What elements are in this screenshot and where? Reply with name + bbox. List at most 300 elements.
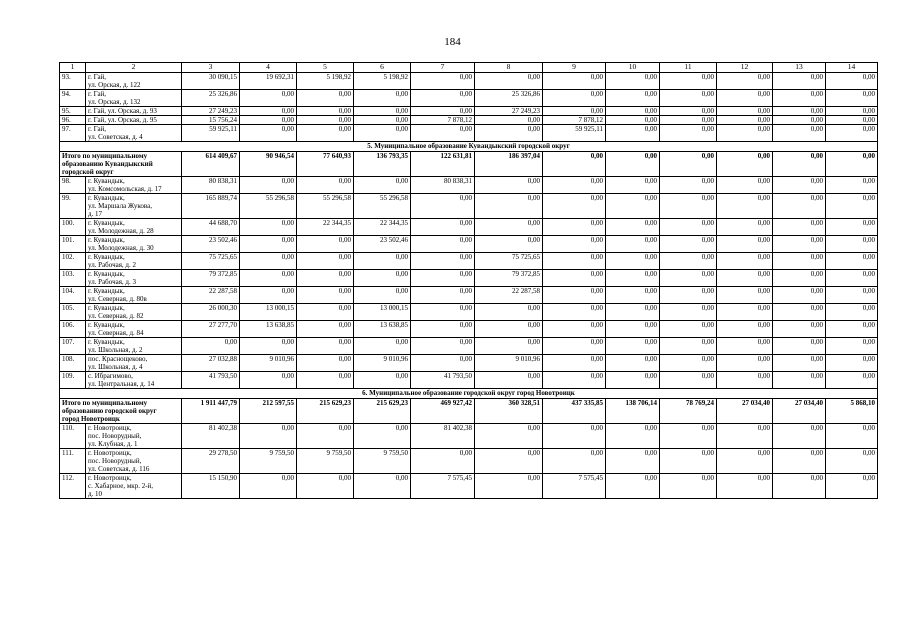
row-number: 110. — [60, 424, 86, 449]
row-number: 105. — [60, 304, 86, 321]
value-cell: 81 402,38 — [411, 424, 475, 449]
value-cell: 0,00 — [240, 253, 297, 270]
column-header: 11 — [660, 63, 717, 73]
value-cell: 0,00 — [475, 372, 543, 389]
value-cell: 0,00 — [543, 449, 606, 474]
value-cell: 75 725,65 — [182, 253, 240, 270]
value-cell: 27 034,40 — [773, 399, 826, 424]
value-cell: 0,00 — [297, 321, 354, 338]
value-cell: 0,00 — [240, 177, 297, 194]
value-cell: 0,00 — [297, 125, 354, 142]
table-row — [60, 321, 878, 338]
address-cell: г. Кувандык, ул. Школьная, д. 2 — [86, 338, 182, 355]
value-cell: 0,00 — [773, 125, 826, 142]
value-cell: 5 868,10 — [826, 399, 878, 424]
address-cell: г. Новотроицк, пос. Новорудный, ул. Клубная, д. 1 — [86, 424, 182, 449]
value-cell: 0,00 — [240, 90, 297, 107]
row-number: 98. — [60, 177, 86, 194]
column-header: 13 — [773, 63, 826, 73]
value-cell: 0,00 — [773, 116, 826, 125]
table-row — [60, 73, 878, 90]
address-cell: г. Кувандык, ул. Северная, д. 80в — [86, 287, 182, 304]
value-cell: 27 249,23 — [182, 107, 240, 116]
value-cell: 27 032,88 — [182, 355, 240, 372]
row-number: 101. — [60, 236, 86, 253]
value-cell: 55 296,58 — [240, 194, 297, 219]
column-header: 8 — [475, 63, 543, 73]
value-cell: 0,00 — [297, 304, 354, 321]
value-cell: 0,00 — [826, 107, 878, 116]
value-cell: 0,00 — [773, 236, 826, 253]
value-cell: 0,00 — [773, 270, 826, 287]
value-cell: 0,00 — [660, 236, 717, 253]
value-cell: 81 402,38 — [182, 424, 240, 449]
value-cell: 215 629,23 — [297, 399, 354, 424]
value-cell: 15 150,90 — [182, 474, 240, 499]
value-cell: 0,00 — [297, 253, 354, 270]
column-header: 7 — [411, 63, 475, 73]
value-cell: 0,00 — [826, 73, 878, 90]
value-cell: 0,00 — [543, 107, 606, 116]
value-cell: 0,00 — [717, 270, 773, 287]
value-cell: 0,00 — [240, 372, 297, 389]
page-number: 184 — [444, 36, 461, 48]
value-cell: 0,00 — [411, 304, 475, 321]
table-row — [60, 116, 878, 125]
value-cell: 0,00 — [411, 236, 475, 253]
value-cell: 0,00 — [543, 177, 606, 194]
value-cell: 90 946,54 — [240, 152, 297, 177]
value-cell: 0,00 — [543, 90, 606, 107]
value-cell: 0,00 — [240, 474, 297, 499]
value-cell: 0,00 — [475, 321, 543, 338]
value-cell: 5 198,92 — [297, 73, 354, 90]
value-cell: 0,00 — [182, 338, 240, 355]
value-cell: 0,00 — [606, 321, 660, 338]
value-cell: 9 010,96 — [475, 355, 543, 372]
value-cell: 0,00 — [717, 338, 773, 355]
value-cell: 0,00 — [773, 219, 826, 236]
value-cell: 0,00 — [773, 194, 826, 219]
value-cell: 0,00 — [826, 253, 878, 270]
value-cell: 0,00 — [660, 474, 717, 499]
value-cell: 0,00 — [606, 177, 660, 194]
value-cell: 0,00 — [660, 73, 717, 90]
value-cell: 0,00 — [411, 90, 475, 107]
value-cell: 0,00 — [606, 236, 660, 253]
value-cell: 0,00 — [826, 219, 878, 236]
address-cell: г. Гай, ул. Советская, д. 4 — [86, 125, 182, 142]
value-cell: 0,00 — [826, 372, 878, 389]
value-cell: 0,00 — [606, 449, 660, 474]
value-cell: 9 759,50 — [354, 449, 411, 474]
value-cell: 0,00 — [826, 449, 878, 474]
section-title: 5. Муниципальное образование Кувандыкский городской округ — [60, 142, 878, 152]
value-cell: 0,00 — [240, 424, 297, 449]
column-header: 9 — [543, 63, 606, 73]
value-cell: 0,00 — [773, 424, 826, 449]
value-cell: 0,00 — [297, 236, 354, 253]
value-cell: 0,00 — [543, 338, 606, 355]
row-number: 100. — [60, 219, 86, 236]
value-cell: 0,00 — [543, 355, 606, 372]
table-row — [60, 304, 878, 321]
row-number: 97. — [60, 125, 86, 142]
column-header: 3 — [182, 63, 240, 73]
row-number: 94. — [60, 90, 86, 107]
value-cell: 0,00 — [606, 116, 660, 125]
value-cell: 0,00 — [717, 253, 773, 270]
value-cell: 0,00 — [773, 338, 826, 355]
value-cell: 0,00 — [606, 304, 660, 321]
address-cell: г. Кувандык, ул. Северная, д. 82 — [86, 304, 182, 321]
value-cell: 0,00 — [240, 107, 297, 116]
value-cell: 55 296,58 — [354, 194, 411, 219]
address-cell: г. Кувандык, ул. Северная, д. 84 — [86, 321, 182, 338]
value-cell: 13 000,15 — [354, 304, 411, 321]
row-number: 95. — [60, 107, 86, 116]
value-cell: 0,00 — [717, 116, 773, 125]
value-cell: 0,00 — [606, 372, 660, 389]
value-cell: 0,00 — [354, 253, 411, 270]
value-cell: 0,00 — [717, 287, 773, 304]
value-cell: 0,00 — [717, 177, 773, 194]
table-row — [60, 219, 878, 236]
value-cell: 1 911 447,79 — [182, 399, 240, 424]
value-cell: 0,00 — [240, 338, 297, 355]
value-cell: 0,00 — [826, 424, 878, 449]
value-cell: 0,00 — [606, 219, 660, 236]
value-cell: 136 793,35 — [354, 152, 411, 177]
value-cell: 0,00 — [717, 90, 773, 107]
table-row — [60, 424, 878, 449]
value-cell: 0,00 — [475, 424, 543, 449]
value-cell: 0,00 — [773, 253, 826, 270]
value-cell: 13 638,85 — [354, 321, 411, 338]
value-cell: 41 793,50 — [182, 372, 240, 389]
row-number: 104. — [60, 287, 86, 304]
value-cell: 0,00 — [297, 474, 354, 499]
address-cell: г. Гай, ул. Орская, д. 95 — [86, 116, 182, 125]
value-cell: 0,00 — [773, 287, 826, 304]
value-cell: 0,00 — [717, 321, 773, 338]
value-cell: 0,00 — [826, 90, 878, 107]
value-cell: 614 409,67 — [182, 152, 240, 177]
value-cell: 19 692,31 — [240, 73, 297, 90]
value-cell: 0,00 — [717, 424, 773, 449]
value-cell: 0,00 — [717, 474, 773, 499]
value-cell: 0,00 — [660, 338, 717, 355]
value-cell: 7 878,12 — [543, 116, 606, 125]
value-cell: 0,00 — [826, 116, 878, 125]
value-cell: 0,00 — [660, 355, 717, 372]
value-cell: 0,00 — [826, 125, 878, 142]
value-cell: 0,00 — [717, 355, 773, 372]
value-cell: 0,00 — [411, 194, 475, 219]
value-cell: 0,00 — [717, 125, 773, 142]
column-header: 5 — [297, 63, 354, 73]
value-cell: 0,00 — [543, 194, 606, 219]
table-row — [60, 270, 878, 287]
value-cell: 0,00 — [297, 287, 354, 304]
section-title: 6. Муниципальное образование городской округ город Новотроицк — [60, 389, 878, 399]
value-cell: 0,00 — [475, 236, 543, 253]
value-cell: 0,00 — [475, 338, 543, 355]
value-cell: 0,00 — [773, 474, 826, 499]
value-cell: 0,00 — [411, 107, 475, 116]
value-cell: 0,00 — [606, 355, 660, 372]
table-row — [60, 90, 878, 107]
address-cell: г. Кувандык, ул. Молодежная, д. 30 — [86, 236, 182, 253]
value-cell: 80 838,31 — [411, 177, 475, 194]
value-cell: 0,00 — [826, 304, 878, 321]
total-label: Итого по муниципальному образованию городской округ город Новотроицк — [60, 399, 182, 424]
value-cell: 0,00 — [826, 194, 878, 219]
total-row — [60, 399, 878, 424]
row-number: 93. — [60, 73, 86, 90]
total-label: Итого по муниципальному образованию Кувандыкский городской округ — [60, 152, 182, 177]
row-number: 111. — [60, 449, 86, 474]
value-cell: 0,00 — [826, 321, 878, 338]
value-cell: 0,00 — [826, 270, 878, 287]
row-number: 102. — [60, 253, 86, 270]
value-cell: 0,00 — [475, 304, 543, 321]
value-cell: 0,00 — [660, 424, 717, 449]
table-row — [60, 194, 878, 219]
value-cell: 13 000,15 — [240, 304, 297, 321]
value-cell: 78 769,24 — [660, 399, 717, 424]
value-cell: 0,00 — [297, 372, 354, 389]
value-cell: 25 326,86 — [182, 90, 240, 107]
value-cell: 0,00 — [773, 73, 826, 90]
value-cell: 0,00 — [826, 338, 878, 355]
value-cell: 0,00 — [717, 107, 773, 116]
value-cell: 0,00 — [411, 219, 475, 236]
address-cell: г. Гай, ул. Орская, д. 132 — [86, 90, 182, 107]
value-cell: 22 344,35 — [354, 219, 411, 236]
value-cell: 0,00 — [297, 338, 354, 355]
value-cell: 0,00 — [475, 125, 543, 142]
value-cell: 0,00 — [606, 253, 660, 270]
value-cell: 77 640,93 — [297, 152, 354, 177]
value-cell: 27 277,70 — [182, 321, 240, 338]
column-header: 12 — [717, 63, 773, 73]
value-cell: 0,00 — [717, 449, 773, 474]
value-cell: 0,00 — [354, 372, 411, 389]
value-cell: 0,00 — [606, 287, 660, 304]
value-cell: 0,00 — [411, 449, 475, 474]
value-cell: 0,00 — [717, 194, 773, 219]
value-cell: 26 000,30 — [182, 304, 240, 321]
value-cell: 0,00 — [475, 73, 543, 90]
value-cell: 59 925,11 — [543, 125, 606, 142]
value-cell: 0,00 — [475, 449, 543, 474]
table-row — [60, 474, 878, 499]
value-cell: 0,00 — [717, 219, 773, 236]
address-cell: г. Кувандык, ул. Рабочая, д. 3 — [86, 270, 182, 287]
value-cell: 9 759,50 — [240, 449, 297, 474]
value-cell: 0,00 — [475, 219, 543, 236]
value-cell: 0,00 — [475, 177, 543, 194]
value-cell: 0,00 — [297, 177, 354, 194]
row-number: 108. — [60, 355, 86, 372]
table-row — [60, 338, 878, 355]
value-cell: 0,00 — [411, 73, 475, 90]
value-cell: 0,00 — [606, 474, 660, 499]
value-cell: 0,00 — [660, 270, 717, 287]
address-cell: г. Кувандык, ул. Комсомольская, д. 17 — [86, 177, 182, 194]
value-cell: 0,00 — [240, 116, 297, 125]
value-cell: 0,00 — [297, 355, 354, 372]
value-cell: 55 296,58 — [297, 194, 354, 219]
value-cell: 0,00 — [606, 107, 660, 116]
address-cell: г. Кувандык, ул. Рабочая, д. 2 — [86, 253, 182, 270]
value-cell: 0,00 — [475, 474, 543, 499]
value-cell: 0,00 — [826, 177, 878, 194]
value-cell: 0,00 — [354, 116, 411, 125]
address-cell: г. Новотроицк, с. Хабарное, мкр. 2-й, д. 10 — [86, 474, 182, 499]
value-cell: 437 335,85 — [543, 399, 606, 424]
value-cell: 0,00 — [475, 194, 543, 219]
value-cell: 0,00 — [826, 355, 878, 372]
column-header: 6 — [354, 63, 411, 73]
address-cell: г. Гай, ул. Орская, д. 122 — [86, 73, 182, 90]
value-cell: 9 010,96 — [240, 355, 297, 372]
value-cell: 0,00 — [297, 107, 354, 116]
value-cell: 0,00 — [606, 73, 660, 90]
table-row — [60, 177, 878, 194]
value-cell: 27 034,40 — [717, 399, 773, 424]
address-cell: г. Кувандык, ул. Маршала Жукова, д. 17 — [86, 194, 182, 219]
total-row — [60, 152, 878, 177]
value-cell: 0,00 — [543, 372, 606, 389]
value-cell: 0,00 — [411, 338, 475, 355]
value-cell: 0,00 — [411, 321, 475, 338]
value-cell: 0,00 — [411, 287, 475, 304]
value-cell: 0,00 — [297, 116, 354, 125]
value-cell: 0,00 — [773, 107, 826, 116]
value-cell: 0,00 — [475, 116, 543, 125]
value-cell: 13 638,85 — [240, 321, 297, 338]
table-row — [60, 107, 878, 116]
value-cell: 22 287,58 — [182, 287, 240, 304]
section-header-row — [60, 142, 878, 152]
value-cell: 0,00 — [660, 116, 717, 125]
value-cell: 469 927,42 — [411, 399, 475, 424]
value-cell: 0,00 — [717, 73, 773, 90]
value-cell: 44 688,70 — [182, 219, 240, 236]
value-cell: 0,00 — [717, 152, 773, 177]
table-body — [60, 63, 878, 499]
value-cell: 212 597,55 — [240, 399, 297, 424]
value-cell: 0,00 — [411, 270, 475, 287]
value-cell: 0,00 — [660, 321, 717, 338]
value-cell: 0,00 — [773, 355, 826, 372]
value-cell: 0,00 — [240, 236, 297, 253]
value-cell: 0,00 — [773, 90, 826, 107]
value-cell: 27 249,23 — [475, 107, 543, 116]
value-cell: 0,00 — [660, 372, 717, 389]
value-cell: 29 278,50 — [182, 449, 240, 474]
row-number: 109. — [60, 372, 86, 389]
value-cell: 0,00 — [773, 152, 826, 177]
value-cell: 0,00 — [543, 321, 606, 338]
value-cell: 0,00 — [660, 304, 717, 321]
address-cell: г. Кувандык, ул. Молодежная, д. 28 — [86, 219, 182, 236]
value-cell: 0,00 — [606, 152, 660, 177]
value-cell: 0,00 — [660, 107, 717, 116]
value-cell: 0,00 — [543, 287, 606, 304]
row-number: 106. — [60, 321, 86, 338]
value-cell: 0,00 — [543, 219, 606, 236]
row-number: 103. — [60, 270, 86, 287]
value-cell: 0,00 — [354, 287, 411, 304]
value-cell: 0,00 — [606, 194, 660, 219]
value-cell: 360 328,51 — [475, 399, 543, 424]
value-cell: 0,00 — [543, 236, 606, 253]
value-cell: 0,00 — [240, 125, 297, 142]
value-cell: 23 502,46 — [354, 236, 411, 253]
value-cell: 0,00 — [660, 152, 717, 177]
value-cell: 0,00 — [660, 219, 717, 236]
value-cell: 0,00 — [660, 253, 717, 270]
table-row — [60, 287, 878, 304]
value-cell: 5 198,92 — [354, 73, 411, 90]
value-cell: 0,00 — [297, 270, 354, 287]
row-number: 96. — [60, 116, 86, 125]
value-cell: 0,00 — [826, 474, 878, 499]
value-cell: 122 631,81 — [411, 152, 475, 177]
value-cell: 0,00 — [354, 90, 411, 107]
value-cell: 0,00 — [354, 474, 411, 499]
register-table — [59, 62, 878, 499]
value-cell: 0,00 — [773, 449, 826, 474]
value-cell: 75 725,65 — [475, 253, 543, 270]
value-cell: 30 090,15 — [182, 73, 240, 90]
value-cell: 0,00 — [543, 152, 606, 177]
value-cell: 0,00 — [660, 449, 717, 474]
value-cell: 0,00 — [543, 424, 606, 449]
value-cell: 80 838,31 — [182, 177, 240, 194]
value-cell: 0,00 — [240, 270, 297, 287]
value-cell: 0,00 — [297, 90, 354, 107]
value-cell: 41 793,50 — [411, 372, 475, 389]
value-cell: 0,00 — [660, 90, 717, 107]
value-cell: 165 889,74 — [182, 194, 240, 219]
value-cell: 9 010,96 — [354, 355, 411, 372]
value-cell: 0,00 — [660, 177, 717, 194]
value-cell: 79 372,85 — [182, 270, 240, 287]
value-cell: 0,00 — [240, 219, 297, 236]
value-cell: 0,00 — [354, 125, 411, 142]
value-cell: 0,00 — [411, 125, 475, 142]
value-cell: 0,00 — [543, 73, 606, 90]
row-number: 112. — [60, 474, 86, 499]
value-cell: 0,00 — [660, 125, 717, 142]
column-header: 14 — [826, 63, 878, 73]
value-cell: 9 759,50 — [297, 449, 354, 474]
value-cell: 0,00 — [717, 372, 773, 389]
value-cell: 7 575,45 — [543, 474, 606, 499]
value-cell: 0,00 — [773, 372, 826, 389]
value-cell: 0,00 — [543, 270, 606, 287]
value-cell: 7 575,45 — [411, 474, 475, 499]
value-cell: 0,00 — [411, 253, 475, 270]
value-cell: 0,00 — [773, 304, 826, 321]
value-cell: 186 397,04 — [475, 152, 543, 177]
value-cell: 0,00 — [606, 338, 660, 355]
value-cell: 0,00 — [826, 287, 878, 304]
